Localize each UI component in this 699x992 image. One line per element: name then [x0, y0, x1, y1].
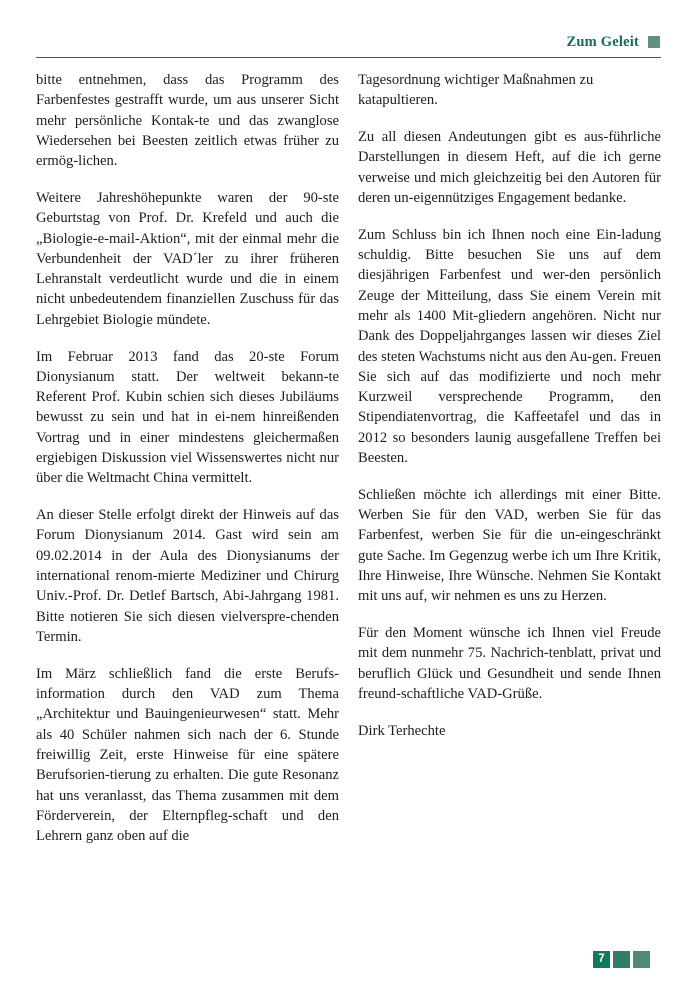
page-folio: [593, 951, 650, 968]
paragraph: Im März schließlich fand die erste Berufs-information durch den VAD zum Thema „Architektur und Bauingenieurwesen“ statt. Mehr als 40 Schüler nahmen sich nach der 6. Stunde freiwillig Zeit, erste Hinweise für eine spätere Berufsorien-tierung zu erhalten. Die gute Resonanz hat uns veranlasst, das Thema zusammen mit dem Förderverein, der Elternpfleg-schaft und den Lehrern ganz oben auf die: [36, 665, 339, 845]
folio-square-two-icon: [633, 951, 650, 968]
paragraph: Zu all diesen Andeutungen gibt es aus-führliche Darstellungen in diesem Heft, auf die ich gerne verweise und mich gleichzeitig bei den Autoren für deren un-eigennütziges Engagement bedanke.: [358, 129, 661, 206]
header-divider-rule: [36, 57, 661, 58]
author-signature: Dirk Terhechte: [358, 722, 446, 739]
paragraph: Für den Moment wünsche ich Ihnen viel Freude mit dem nunmehr 75. Nachrich-tenblatt, privat und beruflich Glück und Gesundheit und sende Ihnen freund-schaftliche VAD-Grüße.: [358, 625, 661, 703]
paragraph: Im Februar 2013 fand das 20-ste Forum Dionysianum statt. Der weltweit bekann-te Referent Prof. Kubin schien sich dieses Jubiläums bewusst zu sein und hat in ei-nem hinreißenden Vortrag und in einer mindestens gleichermaßen ergiebigen Diskussion viel Wissenswertes nicht nur über die Weltmacht China vermittelt.: [36, 348, 339, 487]
paragraph: bitte entnehmen, dass das Programm des Farbenfestes gestrafft wurde, um aus unserer Sicht mehr persönliche Kontak-te und das zwanglose Wiedersehen bei Beesten zeitlich etwas früher zu ermög-lichen.: [36, 72, 339, 170]
header-square-icon: [648, 36, 660, 48]
column-right: [358, 70, 661, 932]
running-head-title: Zum Geleit: [566, 33, 639, 50]
paragraph: An dieser Stelle erfolgt direkt der Hinweis auf das Forum Dionysianum 2014. Gast wird sein am 09.02.2014 in der Aula des Dionysianums der international renom-mierte Mediziner und Chirurg Univ.-Prof. Dr. Detlef Bartsch, Abi-Jahrgang 1981. Bitte notieren Sie sich diesen vielverspre-chenden Termin.: [36, 507, 339, 645]
running-head: [36, 28, 660, 56]
paragraph: Zum Schluss bin ich Ihnen noch eine Ein-ladung schuldig. Bitte besuchen Sie uns auf dem diesjährigen Farbenfest und wer-den persönlich Zeuge der Mitteilung, dass Sie einem Verein mit mehr als 1400 Mit-gliedern angehören. Nicht nur Dank des Doppeljahrganges lassen wir dieses Ziel des steten Wachstums nicht aus den Au-gen. Freuen Sie sich auf das modifizierte und noch mehr Kurzweil versprechende Programm, den Stipendiatenvortrag, die Kaffeetafel und das in 2012 so besonders launig ausgefallene Treffen bei Beesten.: [358, 226, 661, 467]
column-left: [36, 70, 339, 932]
page-number: 7: [593, 951, 610, 968]
paragraph: Weitere Jahreshöhepunkte waren der 90-ste Geburtstag von Prof. Dr. Krefeld und auch die „Biologie-e-mail-Aktion“, mit der einmal mehr die Verbundenheit der VAD´ler zu ihrer früheren Lehranstalt verdeutlicht wurde und die in einem nicht unbedeutendem finanziellen Zuschuss für das Lehrgebiet Biologie mündete.: [36, 189, 339, 328]
body-columns: [36, 70, 662, 932]
folio-square-one-icon: [613, 951, 630, 968]
paragraph: Schließen möchte ich allerdings mit einer Bitte. Werben Sie für den VAD, werben Sie für das Farbenfest, werben Sie für die un-eingeschränkt gute Sache. Im Gegenzug werbe ich um Ihre Kritik, Ihre Hinweise, Ihre Wünsche. Nehmen Sie Kontakt mit uns auf, wir nehmen es uns zu Herzen.: [358, 486, 661, 605]
paragraph: Tagesordnung wichtiger Maßnahmen zu katapultieren.: [358, 72, 594, 109]
